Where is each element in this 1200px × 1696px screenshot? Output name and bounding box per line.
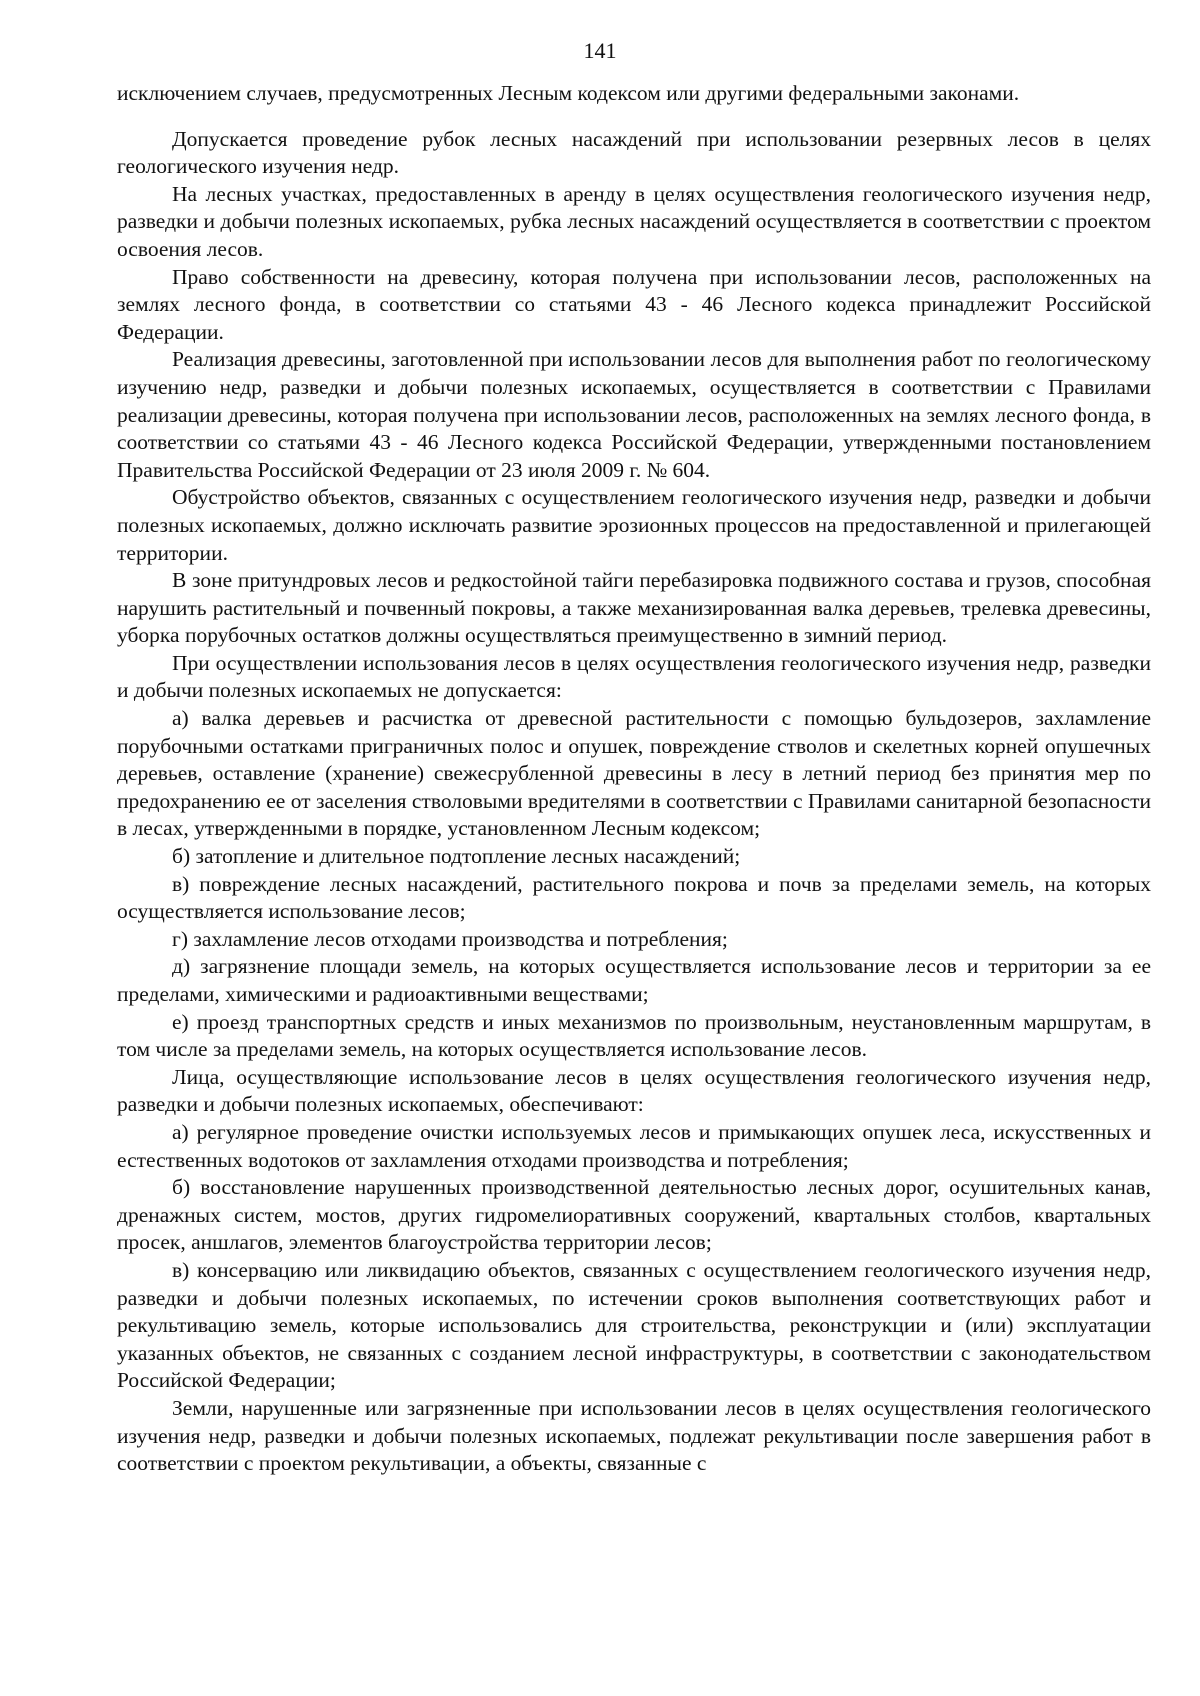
paragraph: На лесных участках, предоставленных в аренду в целях осуществления геологического изучения недр, разведки и добычи полезных ископаемых, рубка лесных насаждений осуществляется в соответствии с проектом освоения лесов. [117,181,1151,261]
paragraph: Земли, нарушенные или загрязненные при использовании лесов в целях осуществления геологического изучения недр, разведки и добычи полезных ископаемых, подлежат рекультивации после завершения работ в соответствии с проектом рекультивации, а объекты, связанные с [117,1395,1151,1476]
paragraph: При осуществлении использования лесов в целях осуществления геологического изучения недр, разведки и добычи полезных ископаемых не допускается: [117,650,1151,703]
paragraph: Обустройство объектов, связанных с осуществлением геологического изучения недр, разведки и добычи полезных ископаемых, должно исключать развитие эрозионных процессов на предоставленной и прилегающей территории. [117,485,1151,565]
list-item: б) затопление и длительное подтопление лесных насаждений; [172,844,741,869]
list-item: д) загрязнение площади земель, на которых осуществляется использование лесов и территории за ее пределами, химическими и радиоактивными веществами; [117,954,1151,1006]
list-item: е) проезд транспортных средств и иных механизмов по произвольным, неустановленным маршрутам, в том числе за пределами земель, на которых осуществляется использование лесов. [117,1009,1151,1062]
list-item: г) захламление лесов отходами производства и потребления; [172,926,728,951]
paragraph-continuation: исключением случаев, предусмотренных Лесным кодексом или другими федеральными законами. [117,81,1020,105]
paragraph: Допускается проведение рубок лесных насаждений при использовании резервных лесов в целях геологического изучения недр. [117,126,1151,179]
list-item: в) консервацию или ликвидацию объектов, связанных с осуществлением геологического изучения недр, разведки и добычи полезных ископаемых, по истечении сроков выполнения соответствующих работ и рекультивацию земель, которые использовались для строительства, реконструкции и (или) эксплуатации указанных объектов, не связанных с созданием лесной инфраструктуры, в соответствии с законодательством Российской Федерации; [117,1257,1151,1393]
list-item: а) валка деревьев и расчистка от древесной растительности с помощью бульдозеров, захламление порубочными остатками приграничных полос и опушек, повреждение стволов и скелетных корней опушечных деревьев, оставление (хранение) свежесрубленной древесины в лесу в летний период без принятия мер по предохранению ее от заселения стволовыми вредителями в соответствии с Правилами санитарной безопасности в лесах, утвержденными в порядке, установленном Лесным кодексом; [117,706,1151,841]
list-item: в) повреждение лесных насаждений, растительного покрова и почв за пределами земель, на которых осуществляется использование лесов; [117,871,1151,924]
page-number: 141 [583,38,617,63]
paragraph: В зоне притундровых лесов и редкостойной тайги перебазировка подвижного состава и грузов, способная нарушить растительный и почвенный покровы, а также механизированная валка деревьев, трелевка древесины, уборка порубочных остатков должны осуществляться преимущественно в зимний период. [117,568,1151,648]
paragraph: Реализация древесины, заготовленной при использовании лесов для выполнения работ по геологическому изучению недр, разведки и добычи полезных ископаемых, осуществляется в соответствии с Правилами реализации древесины, которая получена при использовании лесов, расположенных на землях лесного фонда, в соответствии со статьями 43 - 46 Лесного кодекса Российской Федерации, утвержденными постановлением Правительства Российской Федерации от 23 июля 2009 г. № 604. [117,347,1151,482]
body-text [117,80,1151,1478]
list-item: а) регулярное проведение очистки используемых лесов и примыкающих опушек леса, искусственных и естественных водотоков от захламления отходами производства и потребления; [117,1119,1151,1172]
paragraph: Лица, осуществляющие использование лесов в целях осуществления геологического изучения недр, разведки и добычи полезных ископаемых, обеспечивают: [117,1064,1151,1117]
paragraph: Право собственности на древесину, которая получена при использовании лесов, расположенных на землях лесного фонда, в соответствии со статьями 43 - 46 Лесного кодекса принадлежит Российской Федерации. [117,264,1151,344]
list-item: б) восстановление нарушенных производственной деятельностью лесных дорог, осушительных канав, дренажных систем, мостов, других гидромелиоративных сооружений, квартальных столбов, квартальных просек, аншлагов, элементов благоустройства территории лесов; [117,1175,1151,1255]
